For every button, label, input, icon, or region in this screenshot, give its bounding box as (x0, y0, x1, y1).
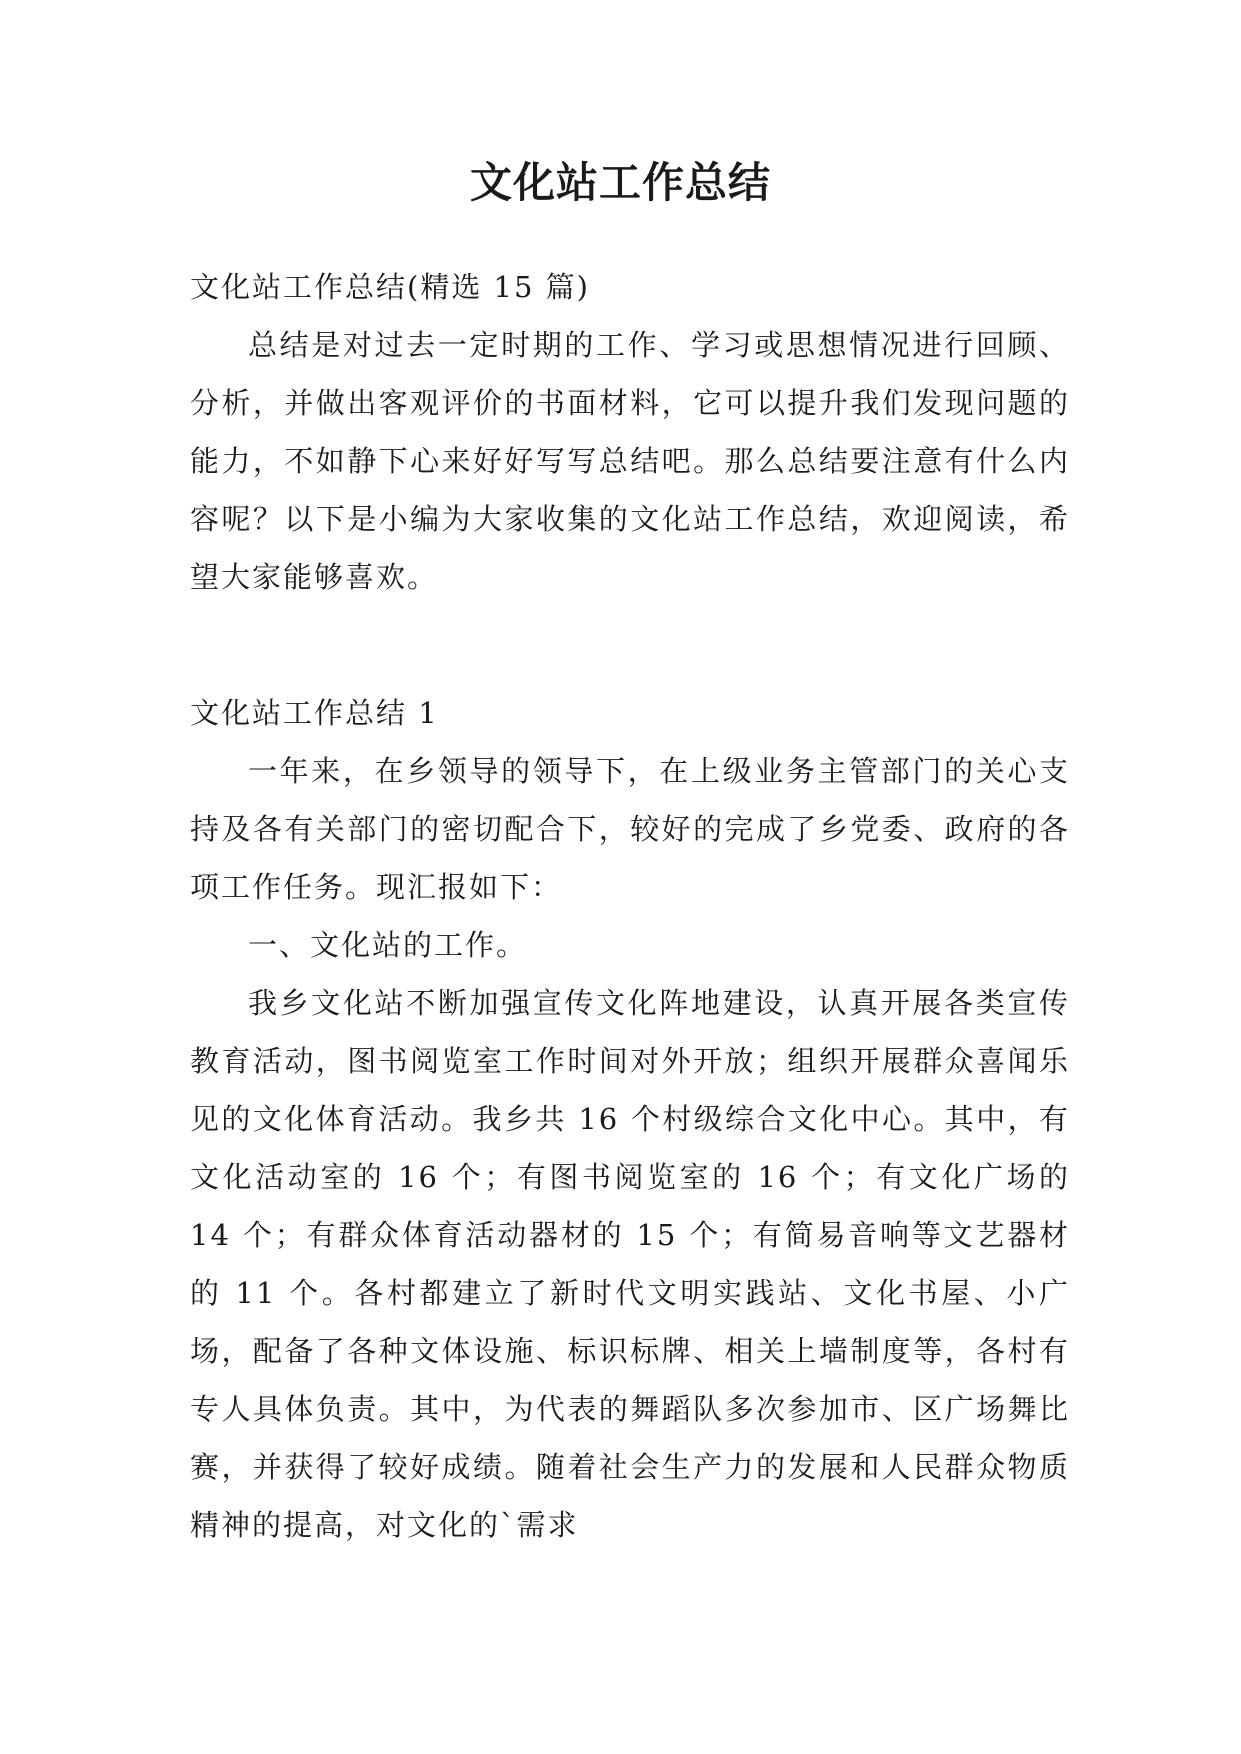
subsection-heading: 一、文化站的工作。 (248, 928, 528, 962)
document-subtitle: 文化站工作总结(精选 15 篇) (190, 270, 590, 304)
body-paragraph: 我乡文化站不断加强宣传文化阵地建设，认真开展各类宣传教育活动，图书阅览室工作时间对外开放；组织开展群众喜闻乐见的文化体育活动。我乡共 16 个村级综合文化中心。其中，有文化活动室的 16 个；有图书阅览室的 16 个；有文化广场的 14 个；有群众体育活动器材的 15 个；有简易音响等文艺器材的 11 个。各村都建立了新时代文明实践站、文化书屋、小广场，配备了各种文体设施、标识标牌、相关上墙制度等，各村有专人具体负责。其中，为代表的舞蹈队多次参加市、区广场舞比赛，并获得了较好成绩。随着社会生产力的发展和人民群众物质精神的提高，对文化的`需求 (190, 986, 1070, 1542)
section-spacer (190, 606, 1070, 684)
body-paragraph: 一年来，在乡领导的领导下，在上级业务主管部门的关心支持及各有关部门的密切配合下，较好的完成了乡党委、政府的各项工作任务。现汇报如下： (190, 754, 1070, 904)
document-body (190, 258, 1070, 1554)
intro-paragraph: 总结是对过去一定时期的工作、学习或思想情况进行回顾、分析，并做出客观评价的书面材料，它可以提升我们发现问题的能力，不如静下心来好好写写总结吧。那么总结要注意有什么内容呢？以下是小编为大家收集的文化站工作总结，欢迎阅读，希望大家能够喜欢。 (190, 328, 1070, 594)
section-heading: 文化站工作总结 1 (190, 696, 439, 730)
document-title: 文化站工作总结 (469, 158, 771, 207)
